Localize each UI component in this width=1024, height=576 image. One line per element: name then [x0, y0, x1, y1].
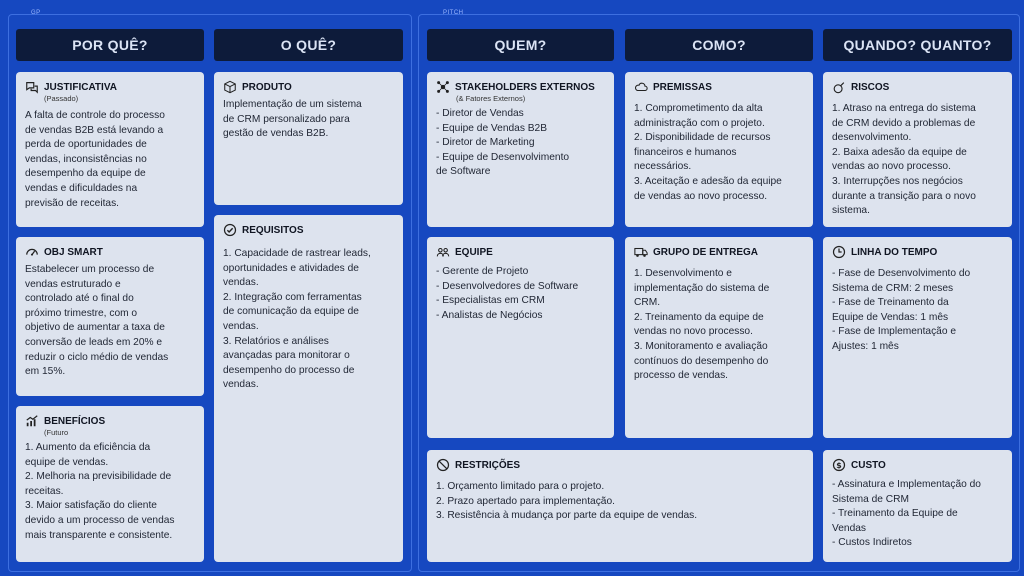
- card-produto: [214, 72, 403, 205]
- card-beneficios: [16, 406, 204, 562]
- obj-smart-title: OBJ SMART: [44, 246, 103, 258]
- cloud-icon: [634, 80, 648, 94]
- grupo-entrega-text: 1. Desenvolvimento e implementação do sistema de CRM. 2. Treinamento da equipe de vendas no novo processo. 3. Monitoramento e avaliação contínuos do desempenho do processo de vendas.: [634, 268, 770, 382]
- header-quando-quanto: QUANDO? QUANTO?: [823, 29, 1012, 61]
- header-o-que: O QUÊ?: [214, 29, 403, 61]
- restricoes-title: RESTRIÇÕES: [455, 459, 521, 471]
- gp-frame-label: GP: [31, 10, 41, 16]
- card-requisitos: [214, 215, 403, 562]
- equipe-title: EQUIPE: [455, 246, 493, 258]
- grupo-entrega-title: GRUPO DE ENTREGA: [653, 246, 759, 258]
- premissas-title: PREMISSAS: [653, 81, 712, 93]
- network-people-icon: [436, 80, 450, 94]
- requisitos-text: 1. Capacidade de rastrear leads, oportunidades e atividades de vendas. 2. Integração com ferramentas de comunicação da equipe de vendas. 3. Relatórios e análises avançadas para monitorar o desempenho do processo de vendas.: [223, 248, 371, 391]
- stakeholders-subtitle: (& Fatores Externos): [456, 94, 526, 103]
- card-restricoes: [427, 450, 813, 562]
- header-como: COMO?: [625, 29, 813, 61]
- growth-chart-icon: [25, 414, 39, 428]
- card-custo: [823, 450, 1012, 562]
- pitch-frame-label: PITCH: [443, 10, 464, 16]
- riscos-title: RISCOS: [851, 81, 890, 93]
- restricoes-text: 1. Orçamento limitado para o projeto. 2. Prazo apertado para implementação. 3. Resistência à mudança por parte da equipe de vendas.: [436, 481, 698, 522]
- equipe-text: - Gerente de Projeto - Desenvolvedores de Software - Especialistas em CRM - Analistas de Negócios: [436, 266, 579, 321]
- card-riscos: [823, 72, 1012, 227]
- riscos-text: 1. Atraso na entrega do sistema de CRM devido a problemas de desenvolvimento. 2. Baixa adesão da equipe de vendas ao novo processo. 3. Interrupções nos negócios durante a transição para o novo sistema.: [832, 103, 976, 217]
- cube-icon: [223, 80, 237, 94]
- bomb-icon: [832, 80, 846, 94]
- produto-text: Implementação de um sistema de CRM personalizado para gestão de vendas B2B.: [223, 99, 362, 140]
- linha-tempo-title: LINHA DO TEMPO: [851, 246, 938, 258]
- custo-text: - Assinatura e Implementação do Sistema de CRM - Treinamento da Equipe de Vendas - Custos Indiretos: [832, 479, 981, 549]
- clock-icon: [832, 245, 846, 259]
- justificativa-text: A falta de controle do processo de vendas B2B está levando a perda de oportunidades de vendas, inconsistências no desempenho da equipe de vendas e dificuldades na previsão de receitas.: [25, 110, 165, 209]
- card-stakeholders: [427, 72, 614, 227]
- obj-smart-text: Estabelecer um processo de vendas estruturado e controlado até o final do próximo trimestre, com o objetivo de aumentar a taxa de conversão de leads em 20% e reduzir o ciclo médio de vendas em 15%.: [25, 264, 169, 378]
- card-obj-smart: [16, 237, 204, 396]
- requisitos-title: REQUISITOS: [242, 224, 304, 236]
- justificativa-title: JUSTIFICATIVA: [44, 81, 117, 93]
- team-icon: [436, 245, 450, 259]
- premissas-text: 1. Comprometimento da alta administração com o projeto. 2. Disponibilidade de recursos financeiros e humanos necessários. 3. Aceitação e adesão da equipe de vendas ao novo processo.: [634, 103, 782, 202]
- card-premissas: [625, 72, 813, 227]
- gauge-icon: [25, 245, 39, 259]
- beneficios-text: 1. Aumento da eficiência da equipe de vendas. 2. Melhoria na previsibilidade de receitas. 3. Maior satisfação do cliente devido a um processo de vendas mais transparente e consistente.: [25, 442, 175, 541]
- beneficios-subtitle: (Futuro: [44, 428, 69, 437]
- stakeholders-title: STAKEHOLDERS EXTERNOS: [455, 81, 595, 93]
- card-grupo-entrega: [625, 237, 813, 438]
- stakeholders-text: - Diretor de Vendas - Equipe de Vendas B2B - Diretor de Marketing - Equipe de Desenvolvimento de Software: [436, 108, 570, 178]
- card-linha-tempo: [823, 237, 1012, 438]
- justificativa-subtitle: (Passado): [44, 94, 79, 103]
- linha-tempo-text: - Fase de Desenvolvimento do Sistema de CRM: 2 meses - Fase de Treinamento da Equipe de Vendas: 1 mês - Fase de Implementação e Ajustes: 1 mês: [832, 268, 971, 352]
- card-justificativa: [16, 72, 204, 227]
- header-por-que: POR QUÊ?: [16, 29, 204, 61]
- produto-title: PRODUTO: [242, 81, 292, 93]
- custo-title: CUSTO: [851, 459, 886, 471]
- chat-bubbles-icon: [25, 80, 39, 94]
- dollar-coin-icon: [832, 458, 846, 472]
- prohibited-icon: [436, 458, 450, 472]
- header-quem: QUEM?: [427, 29, 614, 61]
- svg-text:$: $: [836, 461, 842, 471]
- delivery-truck-icon: [634, 245, 648, 259]
- beneficios-title: BENEFÍCIOS: [44, 415, 106, 427]
- card-equipe: [427, 237, 614, 438]
- check-circle-icon: [223, 223, 237, 237]
